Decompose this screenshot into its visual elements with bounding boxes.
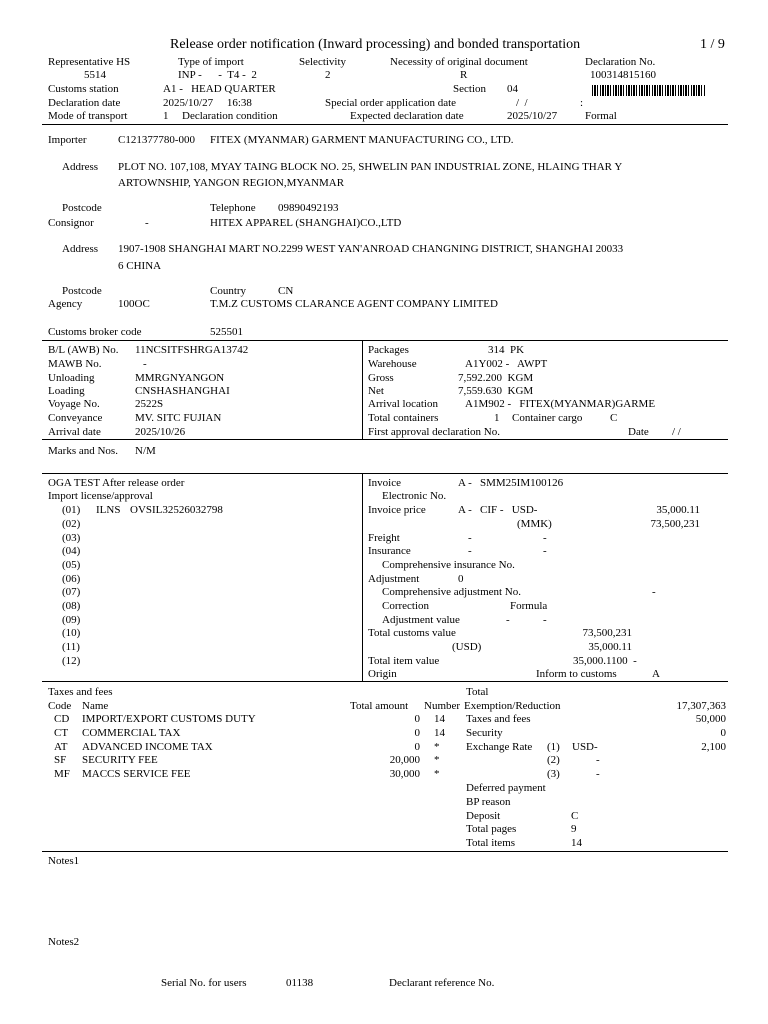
deposit-label: Deposit: [466, 810, 501, 822]
container-cargo: C: [610, 412, 618, 424]
packages: 314 PK: [488, 344, 525, 356]
importer-code: C121377780-000: [118, 134, 195, 146]
net-weight: 7,559.630 KGM: [458, 385, 534, 397]
freight-label: Freight: [368, 532, 400, 544]
tax-amount: 0: [414, 727, 420, 739]
taxes-label: Taxes and fees: [48, 686, 113, 698]
total-item-value: 35,000.1100 -: [573, 655, 637, 667]
insurance-code: -: [468, 545, 472, 557]
tax-amount: 20,000: [389, 754, 420, 766]
special-order-label: Special order application date: [325, 97, 457, 109]
notes2-label: Notes2: [48, 936, 80, 948]
serial-no-label: Serial No. for users: [161, 977, 247, 989]
divider: [42, 473, 728, 474]
column-divider: [362, 473, 363, 681]
exchange-index: (1): [547, 741, 560, 753]
loading-label: Loading: [48, 385, 85, 397]
importer-address-label: Address: [62, 161, 99, 173]
license-row-index: (08): [62, 600, 81, 612]
license-row-index: (12): [62, 655, 81, 667]
total-pages-label: Total pages: [466, 823, 517, 835]
warehouse-label: Warehouse: [368, 358, 417, 370]
adjustment-value-label: Adjustment value: [382, 614, 460, 626]
customs-station: A1 - HEAD QUARTER: [163, 83, 276, 95]
declaration-date: 2025/10/27 16:38: [163, 97, 252, 109]
first-approval-label: First approval declaration No.: [368, 426, 500, 438]
code-header: Code: [48, 700, 72, 712]
consignor-country-label: Country: [210, 285, 247, 297]
container-cargo-label: Container cargo: [512, 412, 583, 424]
selectivity-label: Selectivity: [299, 56, 347, 68]
arrival-date: 2025/10/26: [135, 426, 186, 438]
tax-code: AT: [54, 741, 68, 753]
packages-label: Packages: [368, 344, 409, 356]
agency-name: T.M.Z CUSTOMS CLARANCE AGENT COMPANY LIMITED: [210, 298, 498, 310]
special-order-date: / /: [516, 97, 528, 109]
license-row-index: (06): [62, 573, 81, 585]
consignor-country: CN: [278, 285, 294, 297]
invoice-number: A - SMM25IM100126: [458, 477, 564, 489]
representative-hs: 5514: [84, 69, 106, 81]
total-pages: 9: [571, 823, 577, 835]
tax-code: CT: [54, 727, 69, 739]
adjustment-value-code: -: [506, 614, 510, 626]
declaration-no-label: Declaration No.: [585, 56, 656, 68]
adjustment-value: -: [543, 614, 547, 626]
consignor-address-line1: 1907-1908 SHANGHAI MART NO.2299 WEST YAN'ANROAD CHANGNING DISTRICT, SHANGHAI 20033: [118, 243, 624, 255]
importer-telephone-label: Telephone: [210, 202, 256, 214]
origin-label: Origin: [368, 668, 397, 680]
tax-number: 14: [434, 727, 445, 739]
consignor-code: -: [145, 217, 149, 229]
oga-label: OGA TEST After release order: [48, 477, 185, 489]
grand-total: 17,307,363: [676, 700, 726, 712]
mode-of-transport-label: Mode of transport: [48, 110, 128, 122]
barcode: [592, 85, 705, 96]
selectivity: 2: [325, 69, 331, 81]
exchange-index: (3): [547, 768, 560, 780]
tax-amount: 0: [414, 741, 420, 753]
taxes-fees-label: Taxes and fees: [466, 713, 531, 725]
exchange-currency: -: [596, 754, 600, 766]
divider: [42, 340, 728, 341]
conveyance: MV. SITC FUJIAN: [135, 412, 222, 424]
importer-address-line1: PLOT NO. 107,108, MYAY TAING BLOCK NO. 25, SHWELIN PAN INDUSTRIAL ZONE, HLAING THAR Y: [118, 161, 623, 173]
serial-no: 01138: [286, 977, 314, 989]
formula-label: Formula: [510, 600, 548, 612]
necessity: R: [460, 69, 468, 81]
type-of-import: INP - - T4 - 2: [178, 69, 257, 81]
tax-amount: 30,000: [389, 768, 420, 780]
name-header: Name: [82, 700, 109, 712]
exchange-index: (2): [547, 754, 560, 766]
marks-label: Marks and Nos.: [48, 445, 118, 457]
total-containers: 1: [494, 412, 500, 424]
arrival-location-label: Arrival location: [368, 398, 438, 410]
bl-number: 11NCSITFSHRGA13742: [135, 344, 249, 356]
deferred-payment-label: Deferred payment: [466, 782, 546, 794]
tax-name: SECURITY FEE: [82, 754, 158, 766]
importer-name: FITEX (MYANMAR) GARMENT MANUFACTURING CO., LTD.: [210, 134, 514, 146]
broker-code-label: Customs broker code: [48, 326, 142, 338]
total-customs-value: 73,500,231: [582, 627, 632, 639]
tax-name: MACCS SERVICE FEE: [82, 768, 191, 780]
broker-code: 525501: [210, 326, 243, 338]
tax-number: *: [434, 768, 440, 780]
unloading: MMRGNYANGON: [135, 372, 225, 384]
adjustment: 0: [458, 573, 464, 585]
consignor-label: Consignor: [48, 217, 94, 229]
invoice-label: Invoice: [368, 477, 401, 489]
mawb-number: -: [143, 358, 147, 370]
tax-number: *: [434, 741, 440, 753]
tax-code: CD: [54, 713, 70, 725]
tax-name: ADVANCED INCOME TAX: [82, 741, 213, 753]
declaration-condition-label: Declaration condition: [182, 110, 278, 122]
first-approval-date-label: Date: [628, 426, 649, 438]
marks-value: N/M: [135, 445, 156, 457]
freight-code: -: [468, 532, 472, 544]
total-containers-label: Total containers: [368, 412, 439, 424]
voyage: 2522S: [135, 398, 164, 410]
license-row-index: (01): [62, 504, 81, 516]
tax-number: 14: [434, 713, 445, 725]
tax-code: SF: [54, 754, 67, 766]
document-title: Release order notification (Inward processing) and bonded transportation: [170, 37, 581, 52]
usd-label: (USD): [452, 641, 482, 653]
importer-postcode-label: Postcode: [62, 202, 102, 214]
license-row-index: (03): [62, 532, 81, 544]
insurance-label: Insurance: [368, 545, 411, 557]
mmk-label: (MMK): [517, 518, 552, 530]
formal: Formal: [585, 110, 617, 122]
importer-label: Importer: [48, 134, 87, 146]
customs-station-label: Customs station: [48, 83, 119, 95]
invoice-price-code: A - CIF - USD-: [458, 504, 538, 516]
total-customs-value-label: Total customs value: [368, 627, 456, 639]
page-number: 1 / 9: [700, 37, 725, 52]
license-row-index: (11): [62, 641, 80, 653]
net-label: Net: [368, 385, 384, 397]
total-items-label: Total items: [466, 837, 516, 849]
consignor-name: HITEX APPAREL (SHANGHAI)CO.,LTD: [210, 217, 402, 229]
importer-address-line2: ARTOWNSHIP, YANGON REGION,MYANMAR: [118, 177, 345, 189]
consignor-address-line2: 6 CHINA: [118, 260, 162, 272]
license-row-index: (10): [62, 627, 81, 639]
declarant-reference-label: Declarant reference No.: [389, 977, 495, 989]
license-row-index: (07): [62, 586, 81, 598]
consignor-postcode-label: Postcode: [62, 285, 102, 297]
freight-value: -: [543, 532, 547, 544]
warehouse: A1Y002 - AWPT: [465, 358, 548, 370]
special-order-time: :: [580, 97, 584, 109]
deposit: C: [571, 810, 579, 822]
representative-hs-label: Representative HS: [48, 56, 131, 68]
agency-code: 100OC: [118, 298, 150, 310]
license-row-index: (05): [62, 559, 81, 571]
mode-of-transport: 1: [163, 110, 169, 122]
total-header: Total: [466, 686, 489, 698]
license-row-index: (02): [62, 518, 81, 530]
tax-number: *: [434, 754, 440, 766]
total-customs-usd: 35,000.11: [588, 641, 632, 653]
conveyance-label: Conveyance: [48, 412, 103, 424]
electronic-no-label: Electronic No.: [382, 490, 447, 502]
declaration-no: 100314815160: [590, 69, 656, 81]
correction-label: Correction: [382, 600, 430, 612]
divider: [42, 681, 728, 682]
arrival-location: A1M902 - FITEX(MYANMAR)GARME: [465, 398, 656, 410]
adjustment-label: Adjustment: [368, 573, 420, 585]
agency-label: Agency: [48, 298, 83, 310]
license-number: OVSIL32526032798: [130, 504, 223, 516]
column-divider: [362, 340, 363, 439]
unloading-label: Unloading: [48, 372, 95, 384]
security-label: Security: [466, 727, 503, 739]
license-row-index: (04): [62, 545, 81, 557]
section: 04: [507, 83, 518, 95]
arrival-date-label: Arrival date: [48, 426, 101, 438]
exchange-currency: USD-: [572, 741, 598, 753]
inform-to-customs-label: Inform to customs: [536, 668, 617, 680]
divider: [42, 851, 728, 852]
loading: CNSHASHANGHAI: [135, 385, 230, 397]
mawb-label: MAWB No.: [48, 358, 102, 370]
invoice-price-usd: 35,000.11: [656, 504, 700, 516]
consignor-address-label: Address: [62, 243, 99, 255]
tax-amount: 0: [414, 713, 420, 725]
importer-telephone: 09890492193: [278, 202, 339, 214]
license-type: ILNS: [96, 504, 121, 516]
total-amount-header: Total amount: [350, 700, 409, 712]
gross-weight: 7,592.200 KGM: [458, 372, 534, 384]
divider: [42, 124, 728, 125]
notes1-label: Notes1: [48, 855, 80, 867]
exchange-rate: 2,100: [701, 741, 726, 753]
first-approval-date: / /: [672, 426, 681, 438]
expected-date: 2025/10/27: [507, 110, 558, 122]
bp-reason-label: BP reason: [466, 796, 511, 808]
comprehensive-adjustment: -: [652, 586, 656, 598]
total-items: 14: [571, 837, 582, 849]
inform-to-customs: A: [652, 668, 660, 680]
exemption-header: Exemption/Reduction: [464, 700, 561, 712]
declaration-date-label: Declaration date: [48, 97, 121, 109]
insurance-value: -: [543, 545, 547, 557]
divider: [42, 439, 728, 440]
comprehensive-insurance-label: Comprehensive insurance No.: [382, 559, 515, 571]
bl-label: B/L (AWB) No.: [48, 344, 119, 356]
expected-date-label: Expected declaration date: [350, 110, 464, 122]
section-label: Section: [453, 83, 486, 95]
voyage-label: Voyage No.: [48, 398, 100, 410]
number-header: Number: [424, 700, 461, 712]
gross-label: Gross: [368, 372, 394, 384]
tax-name: COMMERCIAL TAX: [82, 727, 181, 739]
license-row-index: (09): [62, 614, 81, 626]
import-license-label: Import license/approval: [48, 490, 153, 502]
necessity-label: Necessity of original document: [390, 56, 528, 68]
invoice-price-label: Invoice price: [368, 504, 426, 516]
tax-name: IMPORT/EXPORT CUSTOMS DUTY: [82, 713, 256, 725]
total-item-value-label: Total item value: [368, 655, 440, 667]
taxes-fees-total: 50,000: [695, 713, 726, 725]
security-total: 0: [720, 727, 726, 739]
exchange-rate-label: Exchange Rate: [466, 741, 533, 753]
tax-code: MF: [54, 768, 70, 780]
exchange-currency: -: [596, 768, 600, 780]
type-of-import-label: Type of import: [178, 56, 244, 68]
invoice-price-mmk: 73,500,231: [650, 518, 700, 530]
comprehensive-adjustment-label: Comprehensive adjustment No.: [382, 586, 522, 598]
